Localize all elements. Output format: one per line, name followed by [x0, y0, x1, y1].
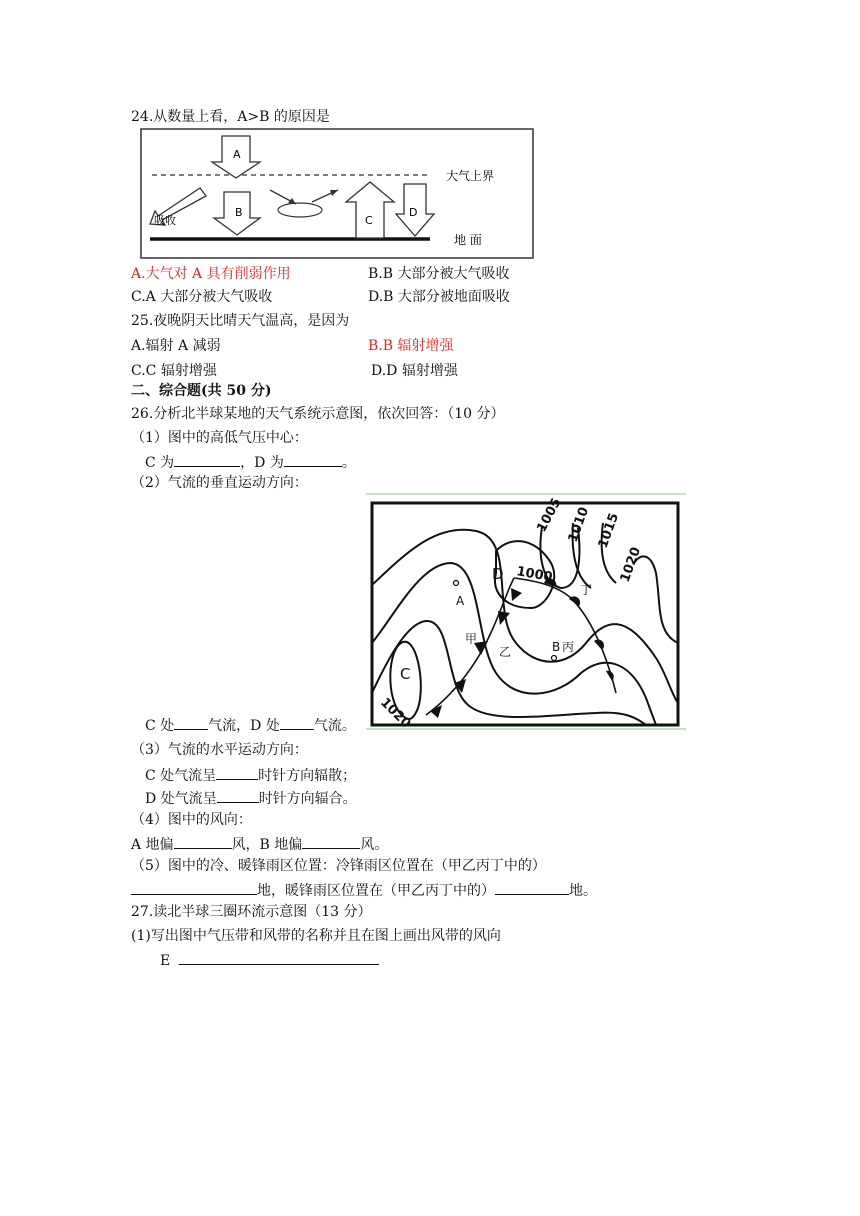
blank-c-horizontal[interactable]	[216, 765, 258, 780]
label-d: D	[409, 206, 418, 219]
point-ding: 丁	[580, 583, 593, 597]
isobar-label-1015: 1015	[595, 511, 623, 551]
q27-stem: 27.读北半球三圈环流示意图（13 分）	[131, 904, 372, 920]
blank-c-type[interactable]	[174, 452, 240, 467]
isobar-label-1005: 1005	[534, 495, 565, 535]
blank-c-vertical[interactable]	[174, 715, 208, 730]
q25-option-a: A.辐射 A 减弱	[131, 338, 221, 354]
q27-e-line: E	[160, 950, 379, 970]
q24-option-b: B.B 大部分被大气吸收	[368, 266, 510, 282]
isobar-label-1020-c: 1020	[377, 695, 414, 731]
isobar-label-1010: 1010	[565, 505, 593, 545]
q26-part3-d: D 处气流呈 时针方向辐合。	[145, 788, 357, 808]
label-b: B	[235, 206, 243, 219]
blank-d-horizontal[interactable]	[217, 788, 259, 803]
q26-stem: 26.分析北半球某地的天气系统示意图，依次回答：（10 分）	[131, 406, 505, 422]
q26-part2-answers: C 处 气流，D 处 气流。	[145, 715, 356, 735]
q26-part5: （5）图中的冷、暖锋雨区位置：冷锋雨区位置在（甲乙丙丁中的）	[131, 858, 546, 874]
point-jia: 甲	[465, 632, 478, 646]
radiation-figure	[140, 128, 535, 260]
q25-option-d: D.D 辐射增强	[371, 363, 458, 379]
label-ground: 地 面	[454, 233, 482, 247]
q24-stem: 24.从数量上看，A>B 的原因是	[131, 109, 330, 125]
label-absorb: 吸收	[154, 214, 176, 227]
isobar-label-1000: 1000	[515, 564, 554, 586]
q26-part2: （2）气流的垂直运动方向：	[131, 475, 308, 491]
point-yi: 乙	[499, 645, 512, 659]
q26-part1: （1）图中的高低气压中心：	[131, 430, 308, 446]
blank-cold-front[interactable]	[131, 880, 257, 895]
q27-part1: (1)写出图中气压带和风带的名称并且在图上画出风带的风向	[131, 928, 501, 944]
q26-part4-answers: A 地偏 风，B 地偏 风。	[131, 834, 388, 854]
label-upper-boundary: 大气上界	[446, 169, 495, 183]
center-d: D	[492, 565, 504, 583]
q26-part3: （3）气流的水平运动方向：	[131, 742, 308, 758]
q24-option-c: C.A 大部分被大气吸收	[131, 289, 273, 305]
q24-option-a: A.大气对 A 具有削弱作用	[131, 266, 291, 282]
label-a: A	[233, 148, 241, 161]
point-bing: 丙	[562, 640, 575, 654]
q25-option-c: C.C 辐射增强	[131, 363, 217, 379]
blank-warm-front[interactable]	[495, 880, 569, 895]
q25-stem: 25.夜晚阴天比晴天气温高，是因为	[131, 313, 350, 329]
q25-option-b: B.B 辐射增强	[368, 338, 454, 354]
blank-e[interactable]	[179, 950, 379, 965]
point-a: A	[456, 594, 465, 608]
label-c: C	[365, 214, 373, 227]
q26-part3-c: C 处气流呈 时针方向辐散；	[145, 765, 356, 785]
blank-b-wind[interactable]	[302, 834, 360, 849]
isobar-label-1020: 1020	[617, 545, 645, 585]
blank-d-vertical[interactable]	[280, 715, 314, 730]
q26-part1-answers: C 为 ，D 为 。	[145, 452, 356, 472]
q24-option-d: D.B 大部分被地面吸收	[368, 289, 510, 305]
center-c: C	[400, 665, 411, 683]
cloud-icon	[278, 203, 322, 217]
weather-map	[366, 493, 686, 731]
section-heading: 二、综合题(共 50 分)	[131, 383, 272, 399]
q26-part5-answers: 地，暖锋雨区位置在（甲乙丙丁中的） 地。	[131, 880, 597, 900]
point-b: B	[552, 640, 561, 654]
q26-part4: （4）图中的风向：	[131, 812, 252, 828]
blank-a-wind[interactable]	[174, 834, 232, 849]
blank-d-type[interactable]	[284, 452, 342, 467]
